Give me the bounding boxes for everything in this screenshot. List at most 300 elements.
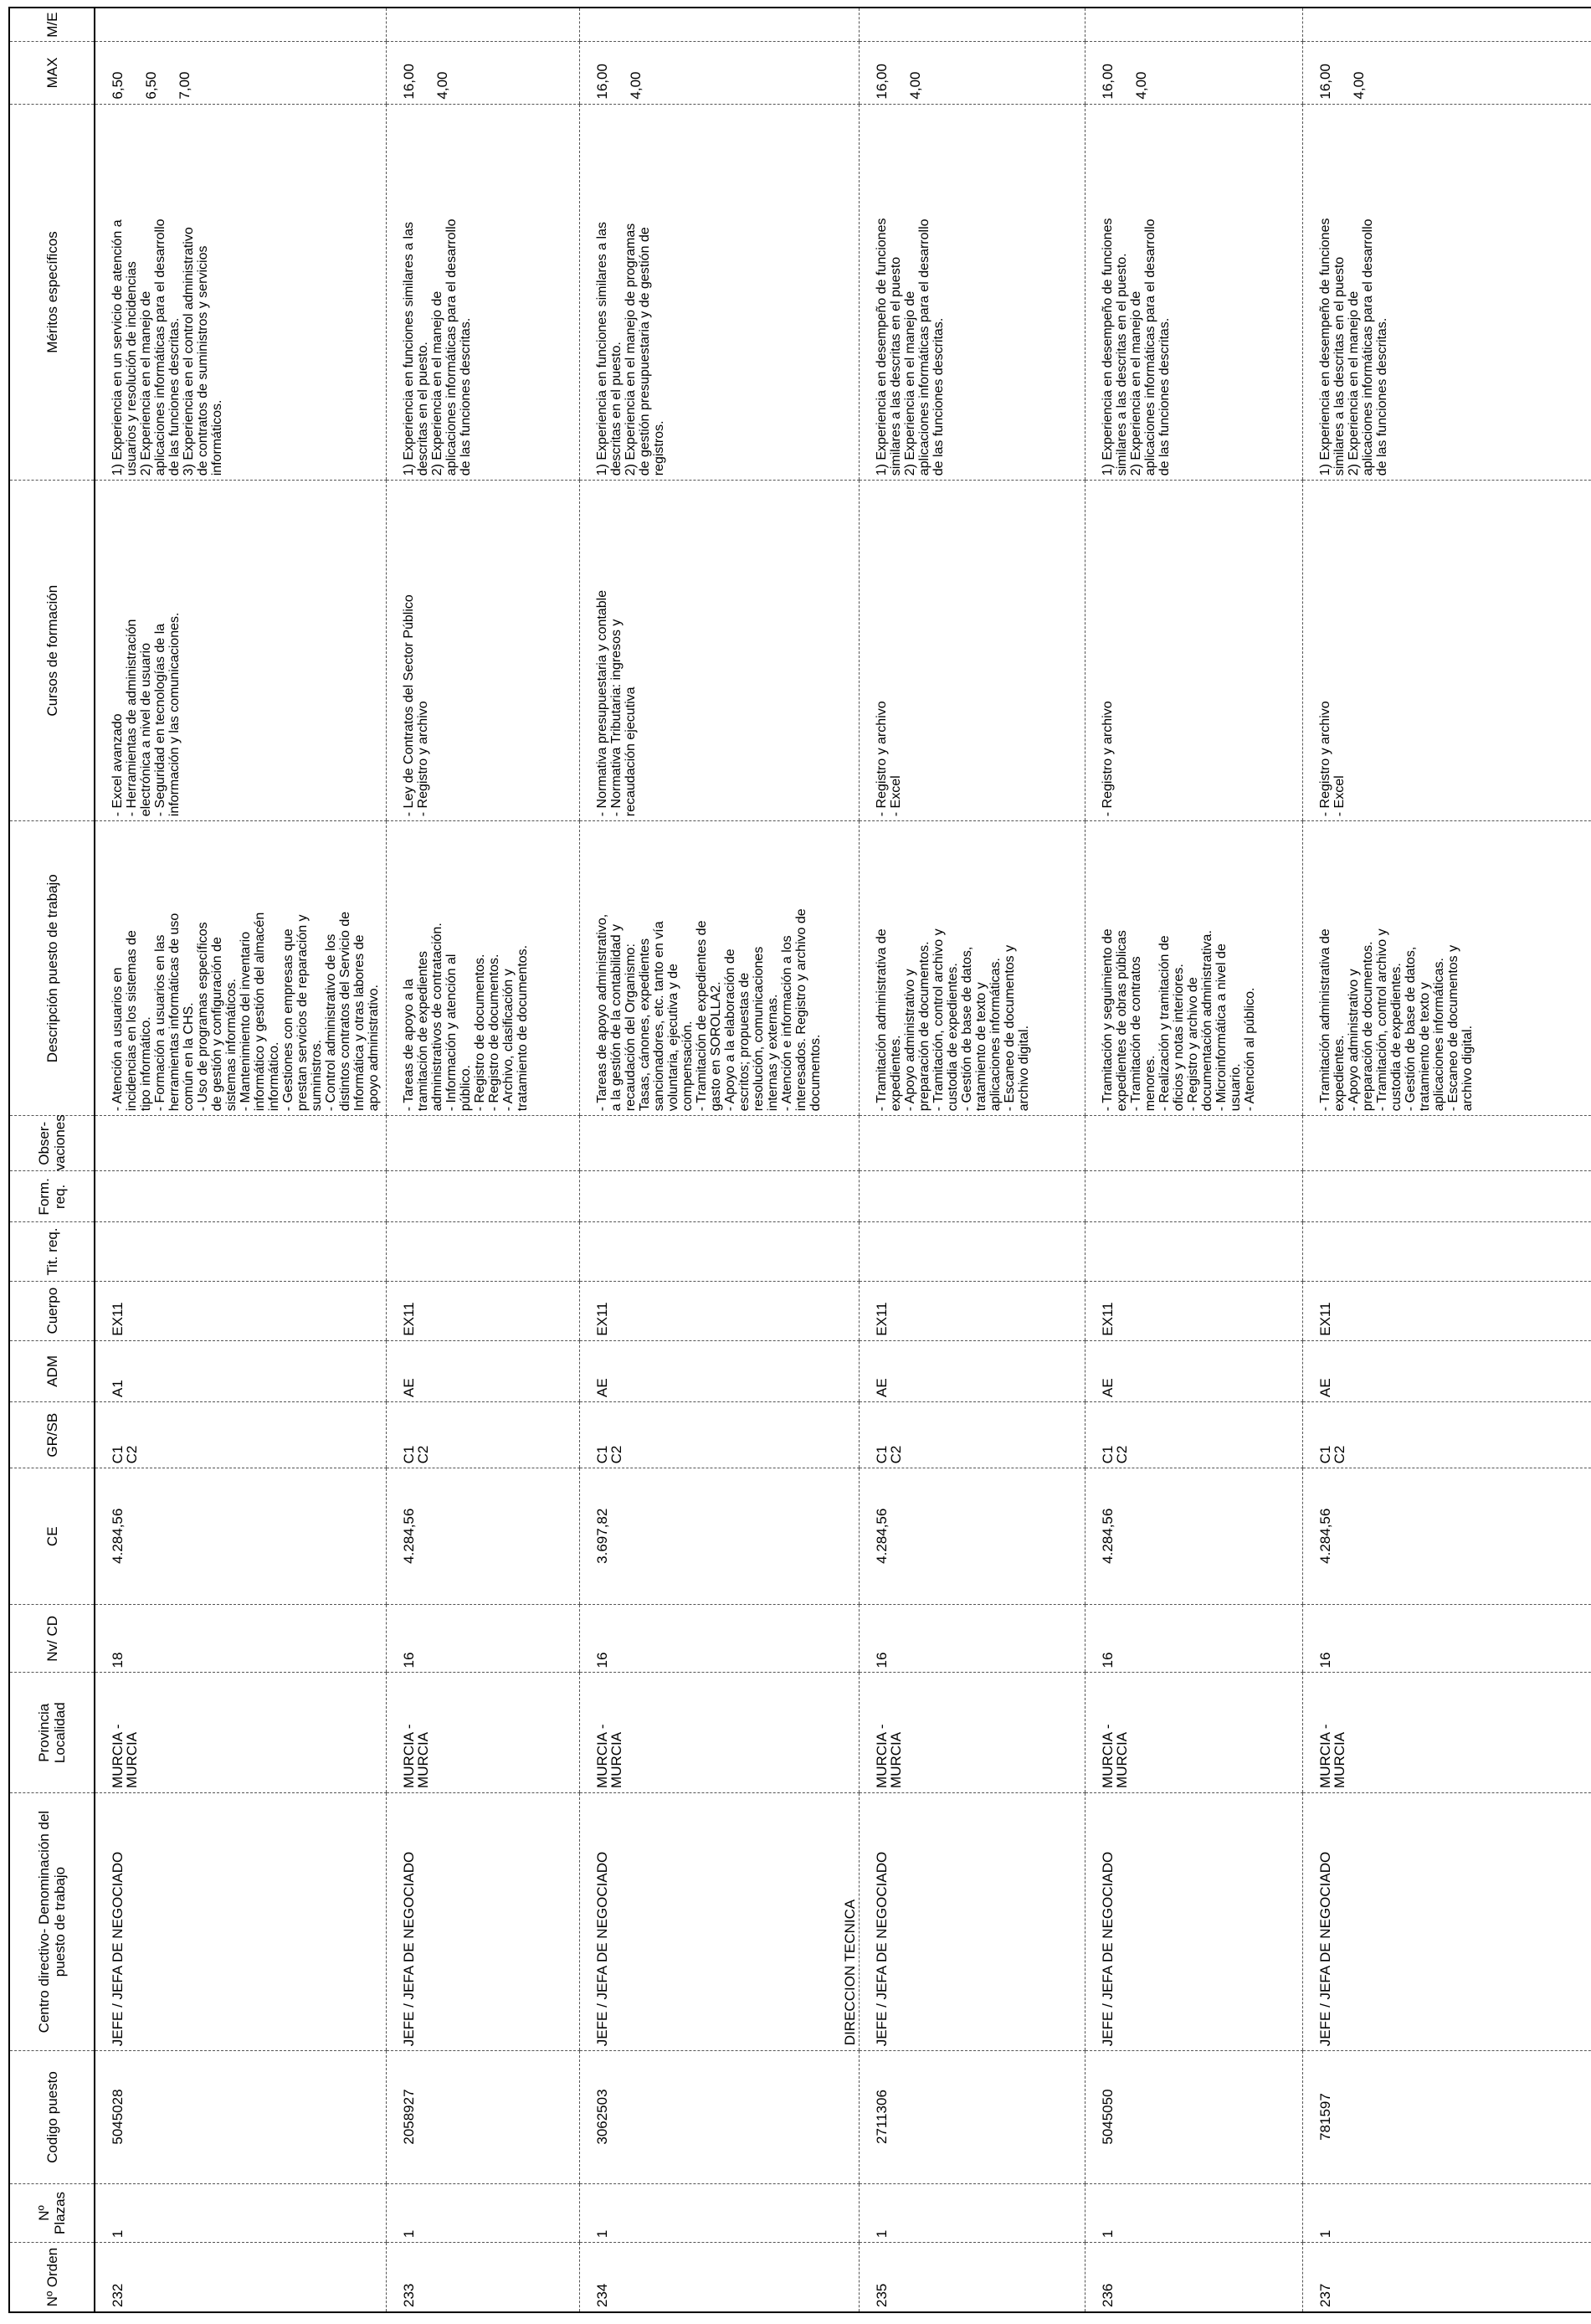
- max-value: 16,00: [874, 64, 890, 100]
- max-value: [418, 45, 433, 99]
- descripcion-cell: [1085, 821, 1303, 1116]
- header-observaciones: Obser- vaciones: [9, 1116, 95, 1171]
- max-values: [402, 45, 449, 99]
- table-row: [580, 8, 860, 2312]
- ce-value: 4.284,56: [1100, 1508, 1116, 1564]
- meritos-cell: [1303, 104, 1591, 481]
- header-titulacion: Tit. req.: [9, 1222, 95, 1281]
- text-line: - Apoyo a la elaboración de: [723, 949, 737, 1112]
- formacion-cell: [1303, 1171, 1591, 1222]
- cuerpo-cell: [387, 1281, 580, 1340]
- localidad-value: MURCIA: [1332, 1731, 1347, 1788]
- observaciones-cell: [95, 1116, 387, 1171]
- text-line: descritas en el puesto.: [416, 342, 430, 476]
- nivel-value: 16: [1317, 1652, 1333, 1668]
- text-line: Tasas, cánones, expedientes: [638, 938, 652, 1112]
- provincia-value: MURCIA -: [594, 1724, 610, 1788]
- descripcion-text: [875, 825, 1031, 1111]
- nivel-cell: [1085, 1605, 1303, 1673]
- adm-cell: [1085, 1340, 1303, 1401]
- table-row: [1085, 8, 1303, 2312]
- text-line: - Información y atención al: [444, 954, 459, 1112]
- text-line: - Ley de Contratos del Sector Público: [402, 594, 416, 817]
- text-line: de las funciones descritas.: [932, 317, 946, 476]
- text-line: de gestión y configuración de: [210, 937, 224, 1112]
- max-value: [161, 45, 175, 99]
- text-line: - Registro y archivo: [416, 701, 430, 817]
- text-line: aplicaciones informáticas para el desarrollo: [153, 219, 167, 476]
- meritos-cell: [387, 104, 580, 481]
- cursos-cell: [95, 481, 387, 821]
- orden-value: 237: [1317, 2283, 1333, 2307]
- text-line: - Control administrativo de los: [324, 933, 338, 1112]
- text-line: información y las comunicaciones.: [167, 612, 182, 817]
- max-values: [110, 45, 192, 99]
- text-line: - Normativa Tributaria: ingresos y: [609, 619, 624, 817]
- text-line: a la gestión de la contabilidad y: [609, 923, 624, 1112]
- formacion-cell: [95, 1171, 387, 1222]
- text-line: - Registro y archivo: [1318, 701, 1332, 817]
- provincia-cell: [860, 1673, 1085, 1792]
- text-line: 1) Experiencia en funciones similares a las: [402, 222, 416, 476]
- text-line: aplicaciones informáticas para el desarrollo: [444, 219, 459, 476]
- ce-value: 4.284,56: [401, 1508, 417, 1564]
- nivel-value: 16: [401, 1652, 417, 1668]
- text-line: informático y gestión del almacén: [253, 912, 267, 1112]
- max-value: 4,00: [434, 71, 450, 100]
- text-line: tratamiento de documentos.: [516, 944, 530, 1112]
- text-line: recaudación ejecutiva: [624, 686, 638, 817]
- max-value: 6,50: [110, 71, 126, 100]
- text-line: 1) Experiencia en desempeño de funciones: [875, 218, 889, 476]
- grupo-cell: [1085, 1402, 1303, 1468]
- max-value: [1335, 45, 1349, 99]
- provincia-value: MURCIA -: [110, 1724, 126, 1788]
- centro-cell: [95, 1792, 387, 2050]
- text-line: suministros.: [310, 1039, 324, 1112]
- cursos-cell: [387, 481, 580, 821]
- orden-cell: [860, 2243, 1085, 2312]
- nivel-cell: [1303, 1605, 1591, 1673]
- text-line: - Gestiones con empresas que: [281, 928, 295, 1112]
- header-formacion: Form. req.: [9, 1171, 95, 1222]
- header-meritos: Méritos específicos: [9, 104, 95, 481]
- grupo-cell: [95, 1402, 387, 1468]
- text-line: de las funciones descritas.: [1157, 317, 1172, 476]
- cursos-text: [875, 484, 903, 816]
- cursos-text: [402, 484, 430, 816]
- text-line: menores.: [1143, 1055, 1157, 1112]
- text-line: 1) Experiencia en desempeño de funciones: [1101, 218, 1115, 476]
- text-line: sistemas informáticos.: [224, 978, 239, 1112]
- max-value: [891, 45, 906, 99]
- cuerpo-value: EX11: [594, 1302, 610, 1336]
- adm-cell: [387, 1340, 580, 1401]
- cursos-text: [595, 484, 638, 816]
- text-line: - Tramitación de expedientes de: [695, 920, 709, 1112]
- max-values: [1318, 45, 1366, 99]
- denominacion-value: JEFE / JEFA DE NEGOCIADO: [874, 1851, 890, 2047]
- provincia-cell: [580, 1673, 860, 1792]
- localidad-value: MURCIA: [124, 1731, 140, 1788]
- max-cell: [580, 42, 860, 104]
- descripcion-cell: [95, 821, 387, 1116]
- me-cell: [860, 8, 1085, 42]
- header-cuerpo: Cuerpo: [9, 1281, 95, 1340]
- text-line: herramientas informáticas de uso: [167, 913, 182, 1112]
- text-line: aplicaciones informáticas para el desarrollo: [1143, 219, 1157, 476]
- text-line: de las funciones descritas.: [459, 317, 473, 476]
- text-line: interesados. Registro y archivo de: [794, 908, 808, 1112]
- text-line: expedientes.: [1332, 1035, 1347, 1112]
- plazas-value: 1: [1100, 2229, 1116, 2239]
- max-value: 16,00: [1317, 64, 1333, 100]
- cursos-cell: [580, 481, 860, 821]
- header-ce: CE: [9, 1468, 95, 1605]
- text-line: - Registro de documentos.: [487, 954, 501, 1112]
- max-value: [612, 45, 626, 99]
- localidad-value: MURCIA: [608, 1731, 624, 1788]
- ce-cell: [1303, 1468, 1591, 1605]
- ce-cell: [1085, 1468, 1303, 1605]
- text-line: oficios y notas interiores.: [1172, 964, 1186, 1112]
- grupo-value-2: C2: [1332, 1445, 1347, 1464]
- text-line: - Atención a usuarios en: [110, 967, 125, 1112]
- titulacion-cell: [1303, 1222, 1591, 1281]
- adm-cell: [580, 1340, 860, 1401]
- text-line: de las funciones descritas.: [167, 317, 182, 476]
- meritos-text: [402, 108, 473, 476]
- descripcion-cell: [387, 821, 580, 1116]
- adm-cell: [860, 1340, 1085, 1401]
- max-cell: [860, 42, 1085, 104]
- meritos-cell: [95, 104, 387, 481]
- ce-cell: [95, 1468, 387, 1605]
- localidad-value: MURCIA: [888, 1731, 904, 1788]
- nivel-value: 16: [594, 1652, 610, 1668]
- denominacion-value: JEFE / JEFA DE NEGOCIADO: [1317, 1851, 1333, 2047]
- table-row: [860, 8, 1085, 2312]
- denominacion-value: JEFE / JEFA DE NEGOCIADO: [110, 1851, 126, 2047]
- max-cell: [1303, 42, 1591, 104]
- adm-value: A1: [110, 1380, 126, 1398]
- orden-value: 233: [401, 2283, 417, 2307]
- text-line: registros.: [652, 420, 666, 476]
- me-cell: [580, 8, 860, 42]
- text-line: - Tramitación administrativa de: [1318, 928, 1332, 1112]
- text-line: - Microinformática a nivel de: [1214, 943, 1229, 1112]
- grupo-value-1: C1: [874, 1445, 890, 1464]
- adm-value: AE: [874, 1378, 890, 1398]
- text-line: - Registro y archivo: [1101, 701, 1115, 817]
- titulacion-cell: [95, 1222, 387, 1281]
- codigo-value: 2711306: [874, 2090, 890, 2144]
- max-values: [595, 45, 643, 99]
- grupo-value-1: C1: [594, 1445, 610, 1464]
- cursos-cell: [860, 481, 1085, 821]
- text-line: usuarios y resolución de incidencias: [125, 261, 139, 476]
- provincia-cell: [1303, 1673, 1591, 1792]
- codigo-value: 5045028: [110, 2089, 126, 2145]
- codigo-value: 5045050: [1100, 2089, 1116, 2145]
- max-value: 4,00: [907, 71, 923, 100]
- text-line: público.: [459, 1065, 473, 1112]
- text-line: 1) Experiencia en un servicio de atención a: [110, 219, 125, 476]
- text-line: - Uso de programas específicos: [196, 922, 210, 1112]
- text-line: - Archivo, clasificación y: [501, 969, 516, 1112]
- max-cell: [387, 42, 580, 104]
- provincia-value: MURCIA -: [1100, 1724, 1116, 1788]
- text-line: electrónica a nivel de usuario: [139, 642, 153, 817]
- observaciones-cell: [860, 1116, 1085, 1171]
- orden-value: 236: [1100, 2283, 1116, 2307]
- text-line: incidencias en los sistemas de: [125, 930, 139, 1112]
- nivel-cell: [387, 1605, 580, 1673]
- grupo-cell: [1303, 1402, 1591, 1468]
- formacion-cell: [860, 1171, 1085, 1222]
- text-line: similares a las descritas en el puesto: [889, 256, 903, 476]
- meritos-text: [595, 108, 666, 476]
- header-plazas: Nº Plazas: [9, 2183, 95, 2242]
- header-nivel: Nv/ CD: [9, 1605, 95, 1673]
- adm-value: AE: [1100, 1378, 1116, 1398]
- centro-cell: [1085, 1792, 1303, 2050]
- max-value: 16,00: [1100, 64, 1116, 100]
- meritos-text: [875, 108, 946, 476]
- text-line: - Realización y tramitación de: [1157, 935, 1172, 1112]
- header-descripcion: Descripción puesto de trabajo: [9, 821, 95, 1116]
- text-line: administrativos de contratación.: [430, 923, 444, 1112]
- centro-cell: [1303, 1792, 1591, 2050]
- orden-cell: [1303, 2243, 1591, 2312]
- grupo-value-2: C2: [415, 1445, 431, 1464]
- cuerpo-cell: [860, 1281, 1085, 1340]
- descripcion-text: [110, 825, 381, 1111]
- adm-cell: [95, 1340, 387, 1401]
- text-line: - Seguridad en tecnologías de la: [153, 623, 167, 817]
- cuerpo-value: EX11: [1317, 1302, 1333, 1336]
- me-cell: [95, 8, 387, 42]
- ce-cell: [580, 1468, 860, 1605]
- descripcion-cell: [860, 821, 1085, 1116]
- plazas-cell: [1303, 2183, 1591, 2242]
- cursos-text: [1318, 484, 1347, 816]
- text-line: - Excel: [889, 775, 903, 817]
- text-line: resolución, comunicaciones: [752, 946, 766, 1112]
- ce-value: 4.284,56: [110, 1508, 126, 1564]
- cuerpo-value: EX11: [1100, 1302, 1116, 1336]
- text-line: similares a las descritas en el puesto: [1332, 256, 1347, 476]
- text-line: - Atención al público.: [1243, 987, 1257, 1112]
- text-line: - Escaneo de documentos y: [1003, 944, 1017, 1112]
- max-cell: [95, 42, 387, 104]
- text-line: recaudación del Organismo:: [624, 943, 638, 1112]
- header-centro: Centro directivo- Denominación del puesto de trabajo: [9, 1792, 95, 2050]
- cursos-cell: [1303, 481, 1591, 821]
- text-line: expedientes de obras públicas: [1115, 930, 1129, 1112]
- meritos-text: [1101, 108, 1172, 476]
- titulacion-cell: [1085, 1222, 1303, 1281]
- adm-cell: [1303, 1340, 1591, 1401]
- text-line: escritos; propuestas de: [737, 972, 752, 1112]
- text-line: descritas en el puesto.: [609, 342, 624, 476]
- cursos-cell: [1085, 481, 1303, 821]
- plazas-cell: [1085, 2183, 1303, 2242]
- text-line: 2) Experiencia en el manejo de: [1347, 290, 1361, 476]
- cuerpo-cell: [95, 1281, 387, 1340]
- text-line: voluntaria, ejecutiva y de: [666, 964, 680, 1112]
- text-line: custodia de expedientes.: [946, 963, 960, 1112]
- cuerpo-cell: [1303, 1281, 1591, 1340]
- meritos-cell: [1085, 104, 1303, 481]
- codigo-cell: [1085, 2051, 1303, 2184]
- text-line: - Excel: [1332, 775, 1347, 817]
- max-value: 4,00: [1133, 71, 1149, 100]
- observaciones-cell: [1303, 1116, 1591, 1171]
- adm-value: AE: [594, 1378, 610, 1398]
- codigo-value: 781597: [1317, 2093, 1333, 2141]
- text-line: apoyo administrativo.: [367, 985, 381, 1112]
- text-line: preparación de documentos.: [1361, 941, 1375, 1112]
- orden-value: 235: [874, 2283, 890, 2307]
- text-line: informáticos.: [210, 399, 224, 476]
- codigo-cell: [387, 2051, 580, 2184]
- text-line: 2) Experiencia en el manejo de programas: [624, 223, 638, 476]
- max-values: [1101, 45, 1148, 99]
- text-line: 2) Experiencia en el manejo de: [903, 290, 917, 476]
- nivel-cell: [860, 1605, 1085, 1673]
- plazas-value: 1: [1317, 2229, 1333, 2239]
- table-row: [1303, 8, 1591, 2312]
- orden-value: 232: [110, 2283, 126, 2307]
- nivel-value: 16: [874, 1652, 890, 1668]
- text-line: internas y externas.: [766, 994, 780, 1112]
- ce-value: 4.284,56: [874, 1508, 890, 1564]
- titulacion-cell: [387, 1222, 580, 1281]
- header-cursos: Cursos de formación: [9, 481, 95, 821]
- text-line: tipo informático.: [139, 1016, 153, 1112]
- table-row: [387, 8, 580, 2312]
- text-line: - Formación a usuarios en las: [153, 934, 167, 1112]
- codigo-cell: [1303, 2051, 1591, 2184]
- me-cell: [387, 8, 580, 42]
- text-line: aplicaciones informáticas.: [988, 958, 1003, 1112]
- text-line: prestan servicios de reparación y: [295, 914, 310, 1112]
- descripcion-text: [595, 825, 823, 1111]
- ce-cell: [860, 1468, 1085, 1605]
- table-row: [95, 8, 387, 2312]
- text-line: - Tramitación de contratos: [1129, 956, 1143, 1112]
- descripcion-text: [1101, 825, 1257, 1111]
- orden-value: 234: [594, 2283, 610, 2307]
- text-line: informático.: [267, 1041, 281, 1112]
- grupo-value-2: C2: [124, 1445, 140, 1464]
- header-row: [9, 8, 95, 2312]
- text-line: Informática y otras labores de: [352, 934, 367, 1112]
- adm-value: AE: [401, 1378, 417, 1398]
- text-line: - Tramitación, control archivo y: [932, 928, 946, 1112]
- text-line: aplicaciones informáticas para el desarrollo: [917, 219, 932, 476]
- text-line: - Tareas de apoyo a la: [402, 979, 416, 1112]
- text-line: de las funciones descritas.: [1375, 317, 1389, 476]
- codigo-cell: [580, 2051, 860, 2184]
- max-value: [1117, 45, 1132, 99]
- grupo-value-1: C1: [1100, 1445, 1116, 1464]
- text-line: - Tramitación, control archivo y: [1375, 928, 1389, 1112]
- text-line: - Apoyo administrativo y: [903, 969, 917, 1112]
- max-value: 4,00: [1351, 71, 1367, 100]
- cuerpo-value: EX11: [110, 1302, 126, 1336]
- nivel-value: 16: [1100, 1652, 1116, 1668]
- descripcion-cell: [1303, 821, 1591, 1116]
- meritos-text: [1318, 108, 1389, 476]
- orden-cell: [580, 2243, 860, 2312]
- text-line: común en la CHS.: [182, 1002, 196, 1112]
- header-me: M/E: [9, 8, 95, 42]
- text-line: preparación de documentos.: [917, 941, 932, 1112]
- cursos-text: [1101, 484, 1115, 816]
- grupo-cell: [860, 1402, 1085, 1468]
- plazas-cell: [580, 2183, 860, 2242]
- cuerpo-value: EX11: [401, 1302, 417, 1336]
- me-cell: [1303, 8, 1591, 42]
- grupo-value-2: C2: [1114, 1445, 1130, 1464]
- formacion-cell: [387, 1171, 580, 1222]
- text-line: 2) Experiencia en el manejo de: [139, 290, 153, 476]
- orden-cell: [95, 2243, 387, 2312]
- centro-cell: [387, 1792, 580, 2050]
- text-line: 2) Experiencia en el manejo de: [430, 290, 444, 476]
- header-max: MAX: [9, 42, 95, 104]
- descripcion-text: [402, 825, 530, 1111]
- centro-cell: [842, 1792, 1085, 2050]
- text-line: aplicaciones informáticas para el desarrollo: [1361, 219, 1375, 476]
- text-line: 2) Experiencia en el manejo de: [1129, 290, 1143, 476]
- descripcion-cell: [580, 821, 860, 1116]
- max-value: [127, 45, 141, 99]
- text-line: de contratos de suministros y servicios: [196, 245, 210, 476]
- provincia-value: MURCIA -: [1317, 1724, 1333, 1788]
- text-line: sancionadores, etc. tanto en vía: [652, 921, 666, 1112]
- text-line: tramitación de expedientes: [416, 950, 430, 1112]
- max-values: [875, 45, 922, 99]
- text-line: 1) Experiencia en funciones similares a las: [595, 222, 609, 476]
- header-orden: Nº Orden: [9, 2243, 95, 2312]
- text-line: documentos.: [808, 1034, 823, 1112]
- provincia-cell: [387, 1673, 580, 1792]
- meritos-cell: [860, 104, 1085, 481]
- table-body: [95, 8, 1591, 2312]
- plazas-cell: [387, 2183, 580, 2242]
- ce-cell: [387, 1468, 580, 1605]
- text-line: - Herramientas de administración: [125, 619, 139, 817]
- cuerpo-cell: [1085, 1281, 1303, 1340]
- meritos-cell: [580, 104, 860, 481]
- titulacion-cell: [860, 1222, 1085, 1281]
- centro-cell: [580, 1792, 860, 2050]
- text-line: - Atención e información a los: [780, 935, 794, 1112]
- job-positions-table: [8, 7, 1591, 2313]
- text-line: - Tareas de apoyo administrativo,: [595, 913, 609, 1112]
- localidad-value: MURCIA: [1114, 1731, 1130, 1788]
- grupo-value-1: C1: [1317, 1445, 1333, 1464]
- text-line: - Tramitación y seguimiento de: [1101, 928, 1115, 1112]
- meritos-text: [110, 108, 224, 476]
- header-grupo: GR/SB: [9, 1402, 95, 1468]
- formacion-cell: [1085, 1171, 1303, 1222]
- text-line: compensación.: [680, 1021, 695, 1112]
- text-line: - Excel avanzado: [110, 713, 125, 817]
